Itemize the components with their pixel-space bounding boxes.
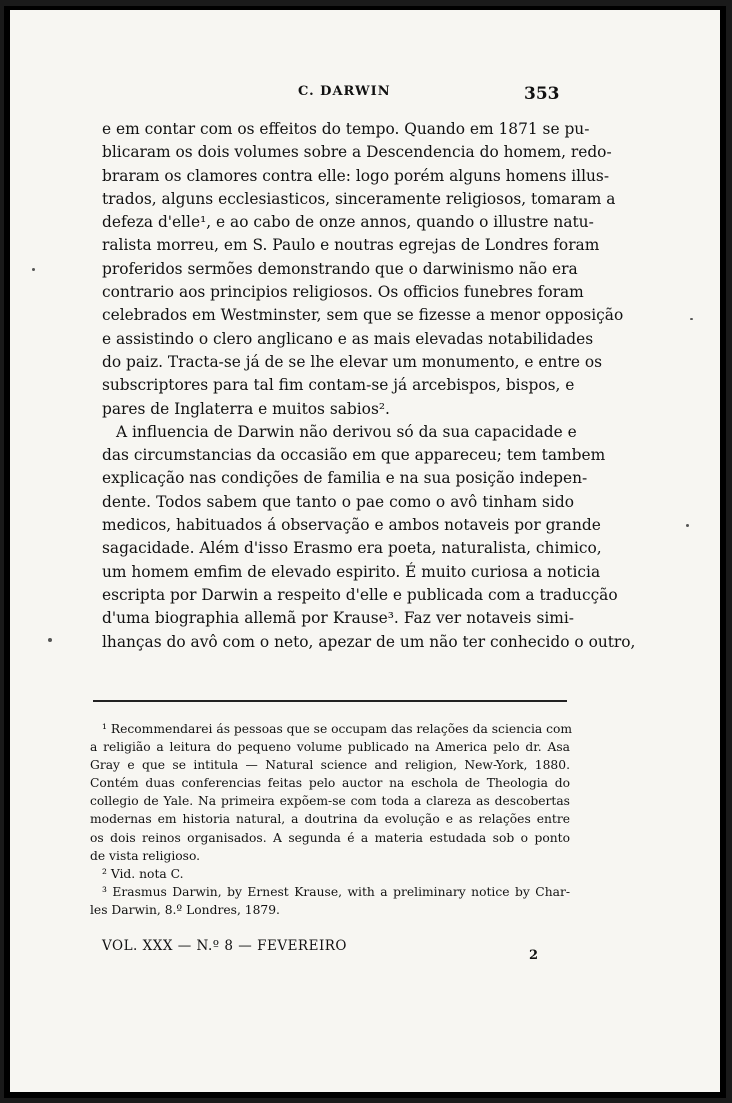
footnote-line: a religião a leitura do pequeno volume publicado na America pelo dr. Asa <box>90 740 570 755</box>
page-number: 353 <box>524 84 560 104</box>
signature-mark: 2 <box>529 948 539 963</box>
body-line: do paiz. Tracta-se já de se lhe elevar um monumento, e entre os <box>102 352 603 371</box>
footnote-line: les Darwin, 8.º Londres, 1879. <box>90 902 280 917</box>
running-head <box>10 78 720 104</box>
body-line: dente. Todos sabem que tanto o pae como o avô tinham sido <box>102 492 574 511</box>
body-text <box>102 118 636 654</box>
body-line: medicos, habituados á observação e ambos notaveis por grande <box>102 516 601 535</box>
body-line: das circumstancias da occasião em que appareceu; tem tambem <box>102 446 606 465</box>
scan-speck <box>32 268 35 271</box>
paragraph-start-line: A influencia de Darwin não derivou só da sua capacidade e <box>116 422 577 441</box>
body-line: explicação nas condições de familia e na sua posição indepen- <box>102 469 588 488</box>
body-line: subscriptores para tal fim contam-se já arcebispos, bispos, e <box>102 376 575 395</box>
body-line: blicaram os dois volumes sobre a Descendencia do homem, redo- <box>102 143 612 162</box>
body-line: e em contar com os effeitos do tempo. Quando em 1871 se pu- <box>102 120 590 138</box>
footnote-line: ¹ Recommendarei ás pessoas que se occupam das relações da sciencia com <box>102 722 573 736</box>
body-line: ralista morreu, em S. Paulo e noutras egrejas de Londres foram <box>102 236 600 255</box>
footnote-rule <box>93 700 567 702</box>
body-line: contrario aos principios religiosos. Os officios funebres foram <box>102 283 584 302</box>
footnote-line: Contém duas conferencias feitas pelo auctor na escholа de Theologia do <box>90 776 570 791</box>
footnote-line: os dois reinos organisados. A segunda é a materia estudada sob o ponto <box>90 830 570 845</box>
body-line: proferidos sermões demonstrando que o darwinismo não era <box>102 259 578 278</box>
body-line: celebrados em Westminster, sem que se fizesse a menor opposição <box>102 306 624 325</box>
footnotes <box>90 720 573 919</box>
footnote-line: modernas em historia natural, a doutrina da evolução e as relações entre <box>90 812 570 827</box>
running-head-title: C. DARWIN <box>298 84 391 99</box>
book-page <box>10 10 720 1092</box>
footnote-line: ³ Erasmus Darwin, by Ernest Krause, with a preliminary notice by Char- <box>102 884 570 899</box>
body-line: d'uma biographia allemã por Krause³. Faz ver notaveis simi- <box>102 609 574 628</box>
body-line: sagacidade. Além d'isso Erasmo era poeta, naturalista, chimico, <box>102 539 602 558</box>
scan-speck <box>690 318 693 320</box>
body-line: escripta por Darwin a respeito d'elle e publicada com a traducção <box>102 585 618 604</box>
scan-speck <box>48 638 52 642</box>
body-line: pares de Inglaterra e muitos sabios². <box>102 399 390 418</box>
signature-footer <box>102 938 572 963</box>
scan-speck <box>686 524 689 527</box>
signature-line: VOL. XXX — N.º 8 — FEVEREIRO <box>102 938 348 954</box>
footnote-line: Gray e que se intitula — Natural science and religion, New-York, 1880. <box>90 758 570 773</box>
body-line: trados, alguns ecclesiasticos, sinceramente religiosos, tomaram a <box>102 189 616 208</box>
footnote-line: ² Vid. nota C. <box>102 866 184 881</box>
body-line: defeza d'elle¹, e ao cabo de onze annos, quando o illustre natu- <box>102 213 594 232</box>
footnote-line: de vista religioso. <box>90 848 201 863</box>
footnote-line: collegio de Yale. Na primeira expõem-se com toda a clareza as descobertas <box>90 794 570 809</box>
body-line: e assistindo o clero anglicano e as mais elevadas notabilidades <box>102 329 594 348</box>
body-line: lhanças do avô com o neto, apezar de um não ter conhecido o outro, <box>102 632 636 651</box>
body-line: um homem emfim de elevado espirito. É muito curiosa a noticia <box>102 562 601 581</box>
body-line: braram os clamores contra elle: logo porém alguns homens illus- <box>102 166 610 185</box>
